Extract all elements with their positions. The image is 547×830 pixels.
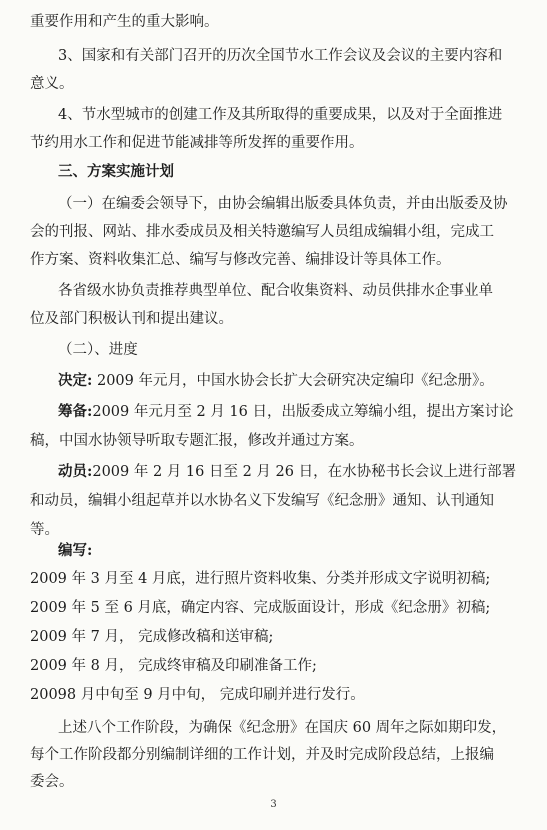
schedule-mobilize — [58, 462, 516, 482]
schedule-label: 决定: — [58, 372, 93, 389]
paragraph-line: 会的刊报、网站、排水委成员及相关特邀编写人员组成编辑小组，完成工 — [30, 224, 494, 240]
paragraph-line: 4、节水型城市的创建工作及其所取得的重要成果，以及对于全面推进 — [58, 107, 503, 123]
paragraph-line: 每个工作阶段都分别编制详细的工作计划，并及时完成阶段总结，上报编 — [30, 747, 494, 763]
paragraph-line: 等。 — [30, 522, 59, 538]
schedule-text: 2009 年元月至 2 月 16 日，出版委成立筹编小组，提出方案讨论 — [92, 404, 514, 420]
list-item: 2009 年 7 月， 完成修改稿和送审稿; — [30, 629, 274, 645]
paragraph-line: 稿，中国水协领导听取专题汇报，修改并通过方案。 — [30, 433, 364, 449]
schedule-decision — [58, 371, 494, 391]
paragraph-line: 3、国家和有关部门召开的历次全国节水工作会议及会议的主要内容和 — [58, 48, 503, 64]
paragraph-line: （一）在编委会领导下，由协会编辑出版委具体负责，并由出版委及协 — [58, 196, 508, 212]
schedule-label: 编写: — [58, 542, 93, 559]
paragraph-line: 意义。 — [30, 76, 74, 92]
paragraph-line: 作方案、资料收集汇总、编写与修改完善、编排设计等具体工作。 — [30, 252, 451, 268]
schedule-label: 筹备: — [58, 403, 93, 420]
paragraph-line: 上述八个工作阶段，为确保《纪念册》在国庆 60 周年之际如期印发， — [58, 720, 507, 736]
list-item: 2009 年 3 月至 4 月底，进行照片资料收集、分类并形成文字说明初稿; — [30, 571, 491, 587]
list-item: 2009 年 5 至 6 月底，确定内容、完成版面设计，形成《纪念册》初稿; — [30, 600, 491, 616]
paragraph-line: 节约用水工作和促进节能减排等所发挥的重要作用。 — [30, 135, 364, 151]
schedule-prep — [58, 402, 513, 422]
paragraph-line: 各省级水协负责推荐典型单位、配合收集资料、动员供排水企事业单 — [58, 283, 493, 299]
schedule-label: 动员: — [58, 463, 93, 480]
section-heading: 三、方案实施计划 — [58, 163, 174, 180]
paragraph-line: 和动员，编辑小组起草并以水协名义下发编写《纪念册》通知、认刊通知 — [30, 493, 494, 509]
subsection-heading: （二）、进度 — [58, 342, 138, 358]
schedule-text: 2009 年 2 月 16 日至 2 月 26 日，在水协秘书长会议上进行部署 — [92, 464, 517, 480]
list-item: 20098 月中旬至 9 月中旬， 完成印刷并进行发行。 — [30, 687, 365, 703]
paragraph-line: 重要作用和产生的重大影响。 — [30, 14, 219, 30]
paragraph-line: 位及部门积极认刊和提出建议。 — [30, 311, 233, 327]
paragraph-line: 委会。 — [30, 774, 74, 790]
schedule-text: 2009 年元月，中国水协会长扩大会研究决定编印《纪念册》。 — [92, 373, 494, 389]
page-number: 3 — [270, 799, 277, 810]
list-item: 2009 年 8 月， 完成终审稿及印刷准备工作; — [30, 658, 317, 674]
